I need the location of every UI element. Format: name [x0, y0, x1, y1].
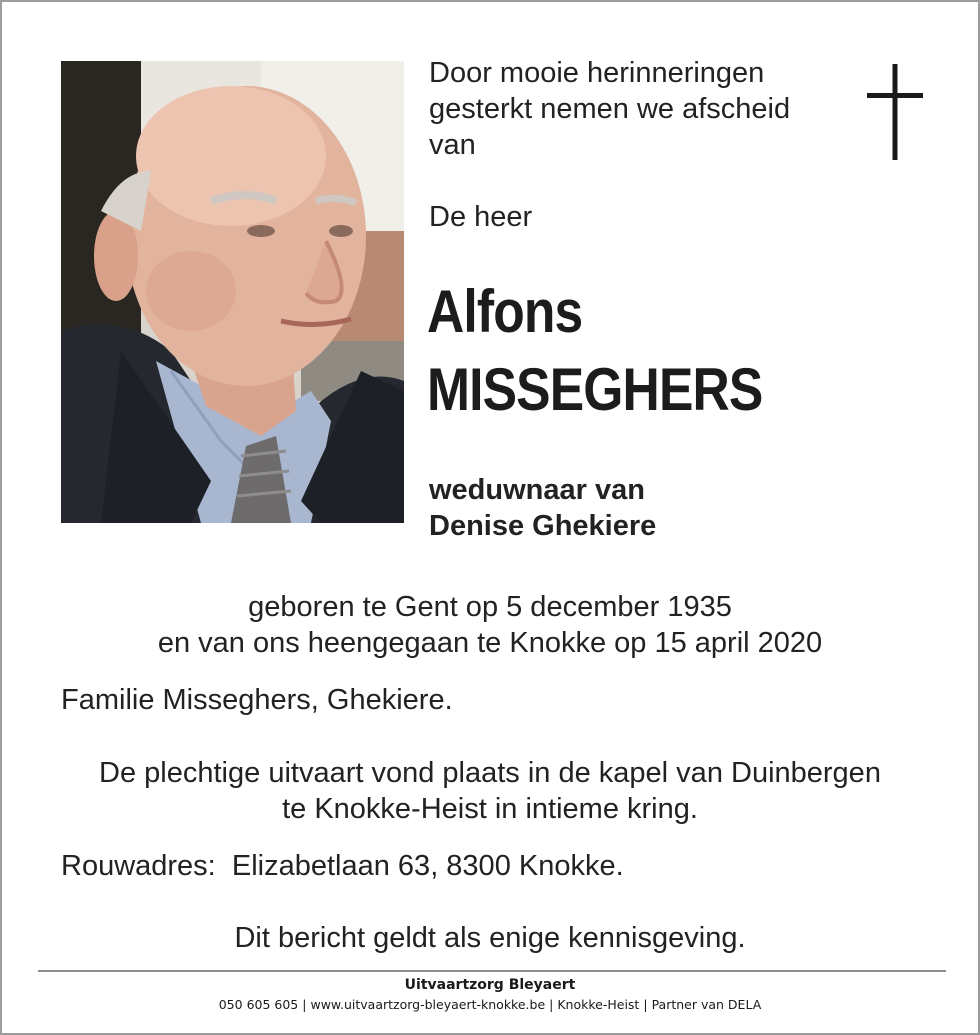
- funeral-line-2: te Knokke-Heist in intieme kring.: [282, 793, 698, 825]
- funeral-home-details: [2, 996, 978, 1013]
- spouse-name: Denise Ghekiere: [429, 510, 657, 542]
- footer-divider: [38, 970, 946, 972]
- funeral-line-1: De plechtige uitvaart vond plaats in de kapel van Duinbergen: [99, 757, 881, 789]
- notice-line: Dit bericht geldt als enige kennisgeving.: [234, 922, 746, 954]
- funeral-home-name: Uitvaartzorg Bleyaert: [404, 977, 576, 993]
- address-label: Rouwadres:: [61, 850, 216, 882]
- footer-separator: |: [643, 997, 648, 1012]
- footer-separator: |: [549, 997, 554, 1012]
- intro-line-3: van: [429, 129, 476, 161]
- spouse-info: [429, 472, 656, 544]
- footer-phone: 050 605 605: [218, 997, 299, 1012]
- birth-line: geboren te Gent op 5 december 1935: [248, 591, 732, 623]
- intro-line-1: Door mooie herinneringen: [429, 57, 765, 89]
- intro-line-2: gesterkt nemen we afscheid: [429, 93, 791, 125]
- portrait-illustration: [61, 61, 404, 523]
- first-name: Alfons: [427, 278, 583, 345]
- title-prefix: De heer: [429, 201, 533, 233]
- last-name: MISSEGHERS: [427, 356, 763, 423]
- family-line: Familie Misseghers, Ghekiere.: [61, 684, 453, 716]
- life-dates: [2, 589, 978, 661]
- spouse-relation: weduwnaar van: [429, 474, 645, 506]
- footer-website[interactable]: www.uitvaartzorg-bleyaert-knokke.be: [310, 997, 546, 1012]
- address-value: Elizabetlaan 63, 8300 Knokke.: [231, 850, 624, 882]
- footer-separator: |: [302, 997, 307, 1012]
- portrait-photo: [61, 61, 404, 523]
- footer-location: Knokke-Heist: [557, 997, 640, 1012]
- funeral-info: [2, 755, 978, 827]
- footer-partner: Partner van DELA: [651, 997, 762, 1012]
- death-line: en van ons heengegaan te Knokke op 15 april 2020: [157, 627, 823, 659]
- intro-text: [429, 55, 849, 163]
- cross-icon: [867, 64, 923, 160]
- deceased-name: [427, 280, 762, 422]
- mourning-address: [61, 848, 624, 884]
